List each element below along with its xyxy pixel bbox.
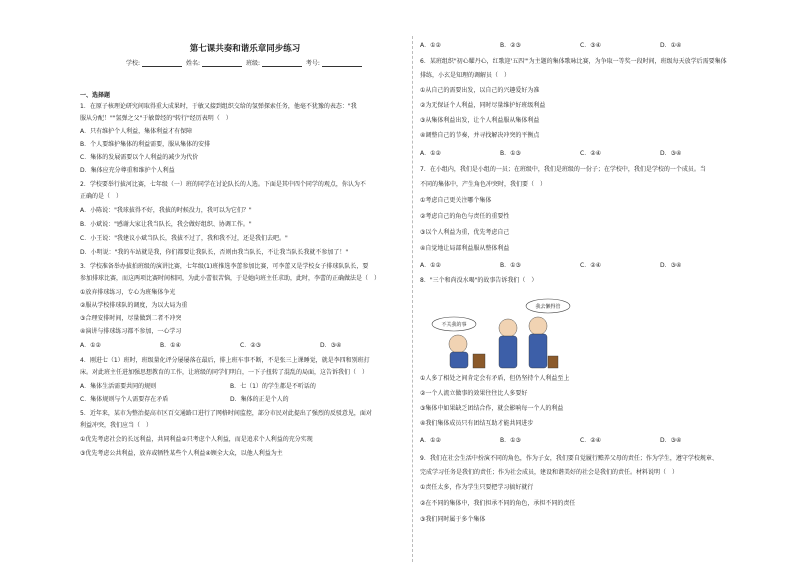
- statement-line: ③以个人利益为重，优先考虑自己: [420, 229, 510, 236]
- statement-line: ④演讲与排球练习都不参加，一心学习: [80, 328, 182, 335]
- class-label: 班级:: [245, 60, 260, 67]
- question-line: 床。对此班主任进加强思想教育的工作，让班级的同学们明白，一下子扭转了混乱的局面，这告诉我们（ ）: [80, 369, 369, 376]
- option-b[interactable]: B．②③: [500, 42, 521, 49]
- name-blank[interactable]: [202, 59, 242, 67]
- q7-options: [420, 262, 740, 270]
- statement-line: ①优先考虑社会的长远利益，共同利益②只考虑个人利益，而是追求个人利益的充分实现: [80, 436, 313, 443]
- option-c[interactable]: C．②③: [240, 342, 261, 349]
- statement-line: ①考虑自己更关注哪个集体: [420, 197, 492, 204]
- question-line: 利益冲突，我们应当（ ）: [80, 422, 153, 429]
- option-b[interactable]: B．①③: [500, 262, 521, 269]
- option-line: C．集体的发展需要以个人利益的减少为代价: [80, 154, 199, 161]
- question-line: 4．刚进七（1）班时，班级量化评分屡屡落在最后，排上班车事不断，不是张三上课睡觉，就是李四和别班打: [80, 357, 370, 364]
- option-line: D．小明说："我的车站就是我，你们都要让我队长，否则由我当队长，不让我当队长我就不参加了！": [80, 249, 349, 256]
- statement-line: ③集体中如果缺乏团结合作，就会影响每一个人的利益: [420, 405, 564, 412]
- question-line: 1．在原子核理论研究间取得重大成果时，于敏又接到组织交给的氢弹探索任务，他毫不犹豫的表态："我: [80, 103, 357, 110]
- statement-line: ③合理安排时间，尽量做到二者不冲突: [80, 315, 182, 322]
- statement-line: ②服从学校排球队的调度，为以大局为重: [80, 302, 188, 309]
- statement-line: ④调整自己的节奏，并寻找解决冲突的平衡点: [420, 132, 540, 139]
- question-line: 9．我们在社会生活中扮演不同的角色，作为子女，我们要自觉履行赡养父母的责任；作为学生，遵守学校规章、: [420, 455, 718, 462]
- option-c[interactable]: C．③④: [580, 42, 601, 49]
- question-line: 2．学校要举行拔河比赛，七年级（一）班的同学在讨论队长的人选。下面是其中四个同学的观点，你认为不: [80, 181, 366, 188]
- statement-line: ①放弃排球练习，专心为班集体争光: [80, 289, 176, 296]
- option-a[interactable]: A．①②: [420, 262, 441, 269]
- statement-line: ①人多了相处之间肯定会有矛盾，但仍坚持个人利益至上: [420, 375, 570, 382]
- option-b[interactable]: B．①③: [500, 150, 521, 157]
- question-line: 3．学校准备举办拔拍班级的演讲比赛，七年级(1)班推选李蕾参加比赛，可李蕾又是学校女子排球队队长，要: [80, 263, 369, 270]
- statement-line: ④自觉地让局部利益服从整体利益: [420, 245, 510, 252]
- option-a[interactable]: A．①②: [420, 150, 441, 157]
- q8-options: [420, 437, 740, 445]
- option-a[interactable]: A．①②: [420, 437, 441, 444]
- option-line: A．小陈说："我球拔得不好，我拔的时候没力，我可以为它们？": [80, 207, 252, 214]
- option-line: B．个人要维护集体的利益需要，服从集体的安排: [80, 141, 211, 148]
- option-a[interactable]: A．①②: [80, 342, 101, 349]
- question-line: 7．在小组内，我们是小组的一员；在班级中，我们是班级的一份子；在学校中，我们是学校的一个成员。当: [420, 166, 706, 173]
- q4-options-row2: [80, 396, 380, 404]
- statement-line: ①责任太多，作为学生只要把学习搞好就行: [420, 484, 534, 491]
- number-label: 考号:: [305, 60, 320, 67]
- q3-options: [80, 342, 400, 350]
- statement-line: ②考虑自己的角色与责任的重要性: [420, 213, 510, 220]
- column-divider: [412, 36, 413, 562]
- statement-line: ③从集体利益出发，让个人利益服从集体利益: [420, 117, 540, 124]
- question-line: 8．"三个和尚没水喝"的故事告诉我们（ ）: [420, 277, 538, 284]
- option-c[interactable]: C．②④: [580, 437, 601, 444]
- name-label: 姓名:: [186, 60, 201, 67]
- option-b[interactable]: B．①③: [500, 437, 521, 444]
- statement-line: ③我们同时属于多个集体: [420, 516, 486, 523]
- page-title: 第七课共奏和谐乐章同步练习: [189, 44, 301, 54]
- question-line: 6．某班组织"初心耀丹心，红歌迎'五四'"为主题的集体歌咏比赛，为争取一等奖一段时间，班级每天放学后需要集体: [420, 58, 727, 65]
- option-d[interactable]: D．①④: [660, 42, 682, 49]
- question-line: 5．近年来，某市为整治提高市区百交通路口进行了网格时间监控，部分市民对此提出了强烈的反驳意见，面对: [80, 410, 372, 417]
- option-c[interactable]: C．②④: [580, 262, 601, 269]
- option-d[interactable]: D．③④: [660, 262, 682, 269]
- question-line: 排练，小玄是知理的调解员（ ）: [420, 72, 511, 79]
- class-blank[interactable]: [262, 59, 302, 67]
- question-line: 正确的是（ ）: [80, 193, 123, 200]
- student-info-row: [80, 58, 410, 67]
- option-d[interactable]: D．③④: [320, 342, 342, 349]
- option-a[interactable]: A．①②: [420, 42, 441, 49]
- three-monks-cartoon: [428, 294, 578, 372]
- number-blank[interactable]: [322, 59, 362, 67]
- option-d[interactable]: D．③④: [660, 437, 682, 444]
- option-b[interactable]: B．七（1）的学生都是不听话的: [230, 383, 316, 390]
- question-line: 参加排球比赛，而这两项比赛时间相同，为此小蕾很苦恼，于是她向班主任求助，此时，李蕾的正确做法是（ ）: [80, 275, 381, 282]
- option-d[interactable]: D．③④: [660, 150, 682, 157]
- cartoon-right-bubble: 我去懒得管: [535, 304, 561, 310]
- right-column: [420, 0, 755, 562]
- statement-line: ①从自己的需要出发，以自己的兴趣爱好为准: [420, 87, 540, 94]
- option-b[interactable]: B．①④: [160, 342, 181, 349]
- option-line: A．只有维护个人利益，集体利益才有保障: [80, 128, 193, 135]
- q6-options: [420, 150, 740, 158]
- option-c[interactable]: C．②④: [580, 150, 601, 157]
- question-line: 不同的集体中，产生角色冲突时，我们要（ ）: [420, 181, 547, 188]
- question-line: 完成学习任务是我们的责任；作为社会成员，建设和谐美好的社会是我们的责任。材料说明（ ）: [420, 469, 679, 476]
- option-d[interactable]: D．集体的正是个人的: [230, 396, 289, 403]
- section-heading: 一、选择题: [80, 92, 111, 99]
- option-line: C．小王说："我建议小斌当队长，我拔不过了，我和我不过，还是我们去吧。": [80, 235, 288, 242]
- option-a[interactable]: A．集体生活需要共同的规则: [80, 383, 157, 390]
- statement-line: ②为无保证个人利益，同时尽量维护好班级利益: [420, 102, 546, 109]
- school-label: 学校:: [126, 60, 141, 67]
- statement-line: ④我们集体成员只有团结互助才能共同进步: [420, 420, 534, 427]
- left-column: [80, 0, 410, 562]
- option-line: B．小斌说："感谢大家让我当队长，我会做好组织、协调工作。": [80, 221, 252, 228]
- statement-line: ②在不同的集体中，我们担承不同的角色，承担不同的责任: [420, 500, 576, 507]
- q5-options: [420, 42, 740, 50]
- school-blank[interactable]: [142, 59, 182, 67]
- cartoon-left-bubble: 不关我的事: [441, 322, 467, 328]
- option-line: D．集体应充分尊重和维护个人利益: [80, 167, 175, 174]
- statement-line: ②一个人流立做事的效果往往比人多要好: [420, 390, 528, 397]
- statement-line: ③优先考虑公共利益，放弃或牺牲某些个人利益④顾全大众，以他人利益为主: [80, 450, 283, 457]
- question-line: 服从分配！""氢弹之父"于敏曾经的"转行"经历表明（ ）: [80, 115, 232, 122]
- q4-options-row1: [80, 383, 380, 391]
- option-c[interactable]: C．集体规则与个人需要存在矛盾: [80, 396, 169, 403]
